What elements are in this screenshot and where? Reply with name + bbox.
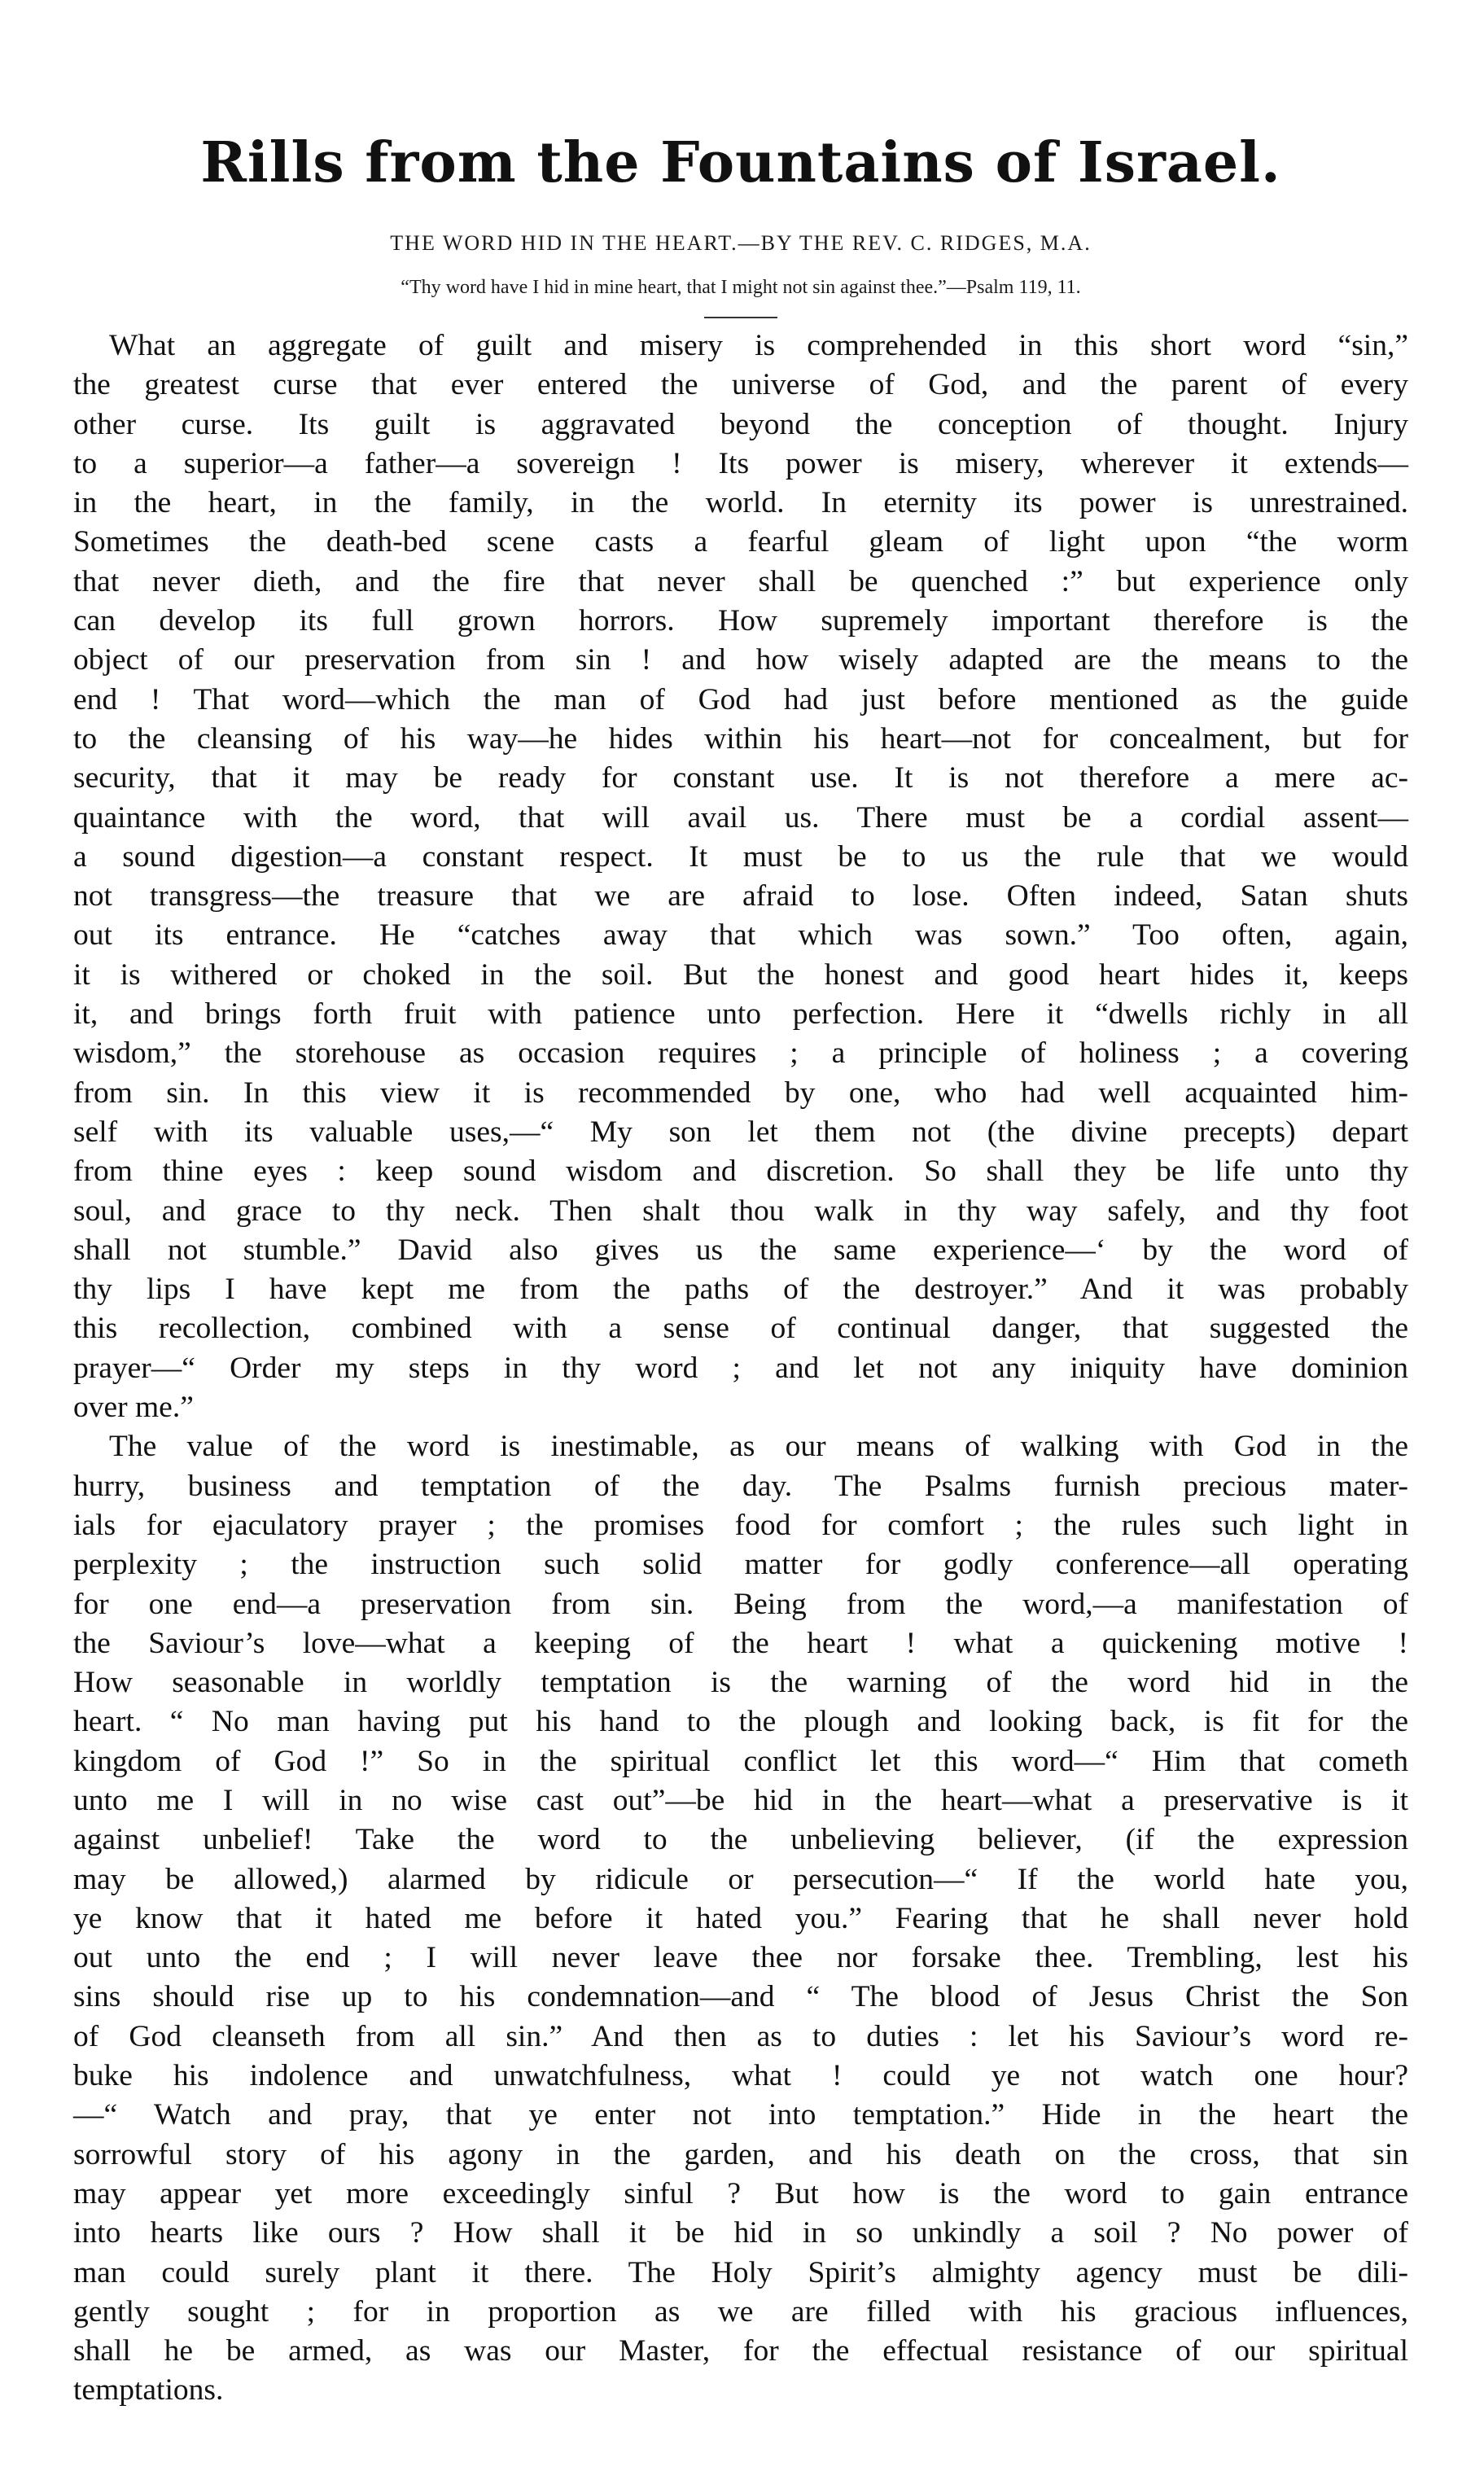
text-line: perplexity ; the instruction such solid matter for godly conference—all operating xyxy=(73,1548,1408,1582)
text-line: shall he be armed, as was our Master, for the effectual resistance of our spiritual xyxy=(73,2334,1408,2368)
article xyxy=(73,130,1408,2411)
text-line: kingdom of God !” So in the spiritual conflict let this word—“ Him that cometh xyxy=(73,1744,1408,1778)
article-body xyxy=(73,326,1408,2411)
text-line: shall not stumble.” David also gives us the same experience—‘ by the word of xyxy=(73,1233,1408,1267)
text-line: end ! That word—which the man of God had just before mentioned as the guide xyxy=(73,682,1408,716)
text-line: from sin. In this view it is recommended by one, who had well acquainted him- xyxy=(73,1076,1408,1110)
text-line: the Saviour’s love—what a keeping of the heart ! what a quickening motive ! xyxy=(73,1626,1408,1660)
text-line: heart. “ No man having put his hand to the plough and looking back, is fit for the xyxy=(73,1705,1408,1739)
text-line: buke his indolence and unwatchfulness, what ! could ye not watch one hour? xyxy=(73,2059,1408,2093)
text-line: in the heart, in the family, in the world. In eternity its power is unrestrained. xyxy=(73,486,1408,520)
text-line: ials for ejaculatory prayer ; the promises food for comfort ; the rules such light in xyxy=(73,1508,1408,1542)
text-line: not transgress—the treasure that we are afraid to lose. Often indeed, Satan shuts xyxy=(73,879,1408,913)
text-line: a sound digestion—a constant respect. It must be to us the rule that we would xyxy=(73,839,1408,874)
text-line: this recollection, combined with a sense of continual danger, that suggested the xyxy=(73,1312,1408,1346)
text-line: soul, and grace to thy neck. Then shalt thou walk in thy way safely, and thy foot xyxy=(73,1194,1408,1228)
text-line: man could surely plant it there. The Holy Spirit’s almighty agency must be dili- xyxy=(73,2255,1408,2289)
article-title: Rills from the Fountains of Israel. xyxy=(200,130,1281,195)
text-line: the greatest curse that ever entered the universe of God, and the parent of every xyxy=(73,368,1408,402)
text-line: sins should rise up to his condemnation—and “ The blood of Jesus Christ the Son xyxy=(73,1980,1408,2014)
text-line: prayer—“ Order my steps in thy word ; and let not any iniquity have dominion xyxy=(73,1351,1408,1385)
text-line: —“ Watch and pray, that ye enter not into temptation.” Hide in the heart the xyxy=(73,2098,1408,2132)
article-subtitle: THE WORD HID IN THE HEART.—BY THE REV. C. RIDGES, M.A. xyxy=(390,231,1092,255)
text-line: temptations. xyxy=(73,2373,224,2407)
text-line: of God cleanseth from all sin.” And then as to duties : let his Saviour’s word re- xyxy=(73,2019,1408,2053)
text-line: self with its valuable uses,—“ My son let them not (the divine precepts) depart xyxy=(73,1115,1408,1149)
text-line: can develop its full grown horrors. How supremely important therefore is the xyxy=(73,604,1408,638)
divider-rule xyxy=(704,317,777,318)
paragraph xyxy=(73,1427,1408,2410)
text-line: object of our preservation from sin ! and how wisely adapted are the means to the xyxy=(73,643,1408,677)
text-line: it is withered or choked in the soil. But the honest and good heart hides it, keeps xyxy=(73,957,1408,992)
text-line: security, that it may be ready for constant use. It is not therefore a mere ac- xyxy=(73,761,1408,795)
text-line: over me.” xyxy=(73,1391,194,1425)
paragraph xyxy=(73,326,1408,1427)
text-line: sorrowful story of his agony in the garden, and his death on the cross, that sin xyxy=(73,2137,1408,2171)
text-line: wisdom,” the storehouse as occasion requires ; a principle of holiness ; a covering xyxy=(73,1036,1408,1071)
text-line: unto me I will in no wise cast out”—be hid in the heart—what a preservative is it xyxy=(73,1783,1408,1817)
text-line: What an aggregate of guilt and misery is comprehended in this short word “sin,” xyxy=(109,329,1408,362)
text-line: Sometimes the death-bed scene casts a fearful gleam of light upon “the worm xyxy=(73,525,1408,559)
text-line: may be allowed,) alarmed by ridicule or persecution—“ If the world hate you, xyxy=(73,1862,1408,1896)
text-line: it, and brings forth fruit with patience unto perfection. Here it “dwells richly in all xyxy=(73,997,1408,1032)
text-line: into hearts like ours ? How shall it be hid in so unkindly a soil ? No power of xyxy=(73,2216,1408,2250)
text-line: hurry, business and temptation of the day. The Psalms furnish precious mater- xyxy=(73,1469,1408,1503)
text-line: out unto the end ; I will never leave thee nor forsake thee. Trembling, lest his xyxy=(73,1941,1408,1975)
text-line: from thine eyes : keep sound wisdom and discretion. So shall they be life unto thy xyxy=(73,1154,1408,1189)
text-line: quaintance with the word, that will avail us. There must be a cordial assent— xyxy=(73,800,1408,835)
text-line: gently sought ; for in proportion as we are filled with his gracious influences, xyxy=(73,2294,1408,2329)
text-line: to a superior—a father—a sovereign ! Its power is misery, wherever it extends— xyxy=(73,446,1408,480)
text-line: thy lips I have kept me from the paths of the destroyer.” And it was probably xyxy=(73,1273,1408,1307)
text-line: How seasonable in worldly temptation is the warning of the word hid in the xyxy=(73,1666,1408,1700)
epigraph-quote: “Thy word have I hid in mine heart, that I might not sin against thee.”—Psalm 119, 11. xyxy=(401,277,1081,298)
text-line: out its entrance. He “catches away that which was sown.” Too often, again, xyxy=(73,918,1408,953)
text-line: against unbelief! Take the word to the unbelieving believer, (if the expression xyxy=(73,1823,1408,1857)
text-line: may appear yet more exceedingly sinful ? But how is the word to gain entrance xyxy=(73,2176,1408,2210)
text-line: ye know that it hated me before it hated you.” Fearing that he shall never hold xyxy=(73,1901,1408,1935)
text-line: to the cleansing of his way—he hides within his heart—not for concealment, but for xyxy=(73,721,1408,756)
text-line: The value of the word is inestimable, as our means of walking with God in the xyxy=(109,1430,1408,1464)
text-line: other curse. Its guilt is aggravated beyond the conception of thought. Injury xyxy=(73,407,1408,441)
text-line: for one end—a preservation from sin. Being from the word,—a manifestation of xyxy=(73,1587,1408,1621)
text-line: that never dieth, and the fire that never shall be quenched :” but experience only xyxy=(73,564,1408,598)
